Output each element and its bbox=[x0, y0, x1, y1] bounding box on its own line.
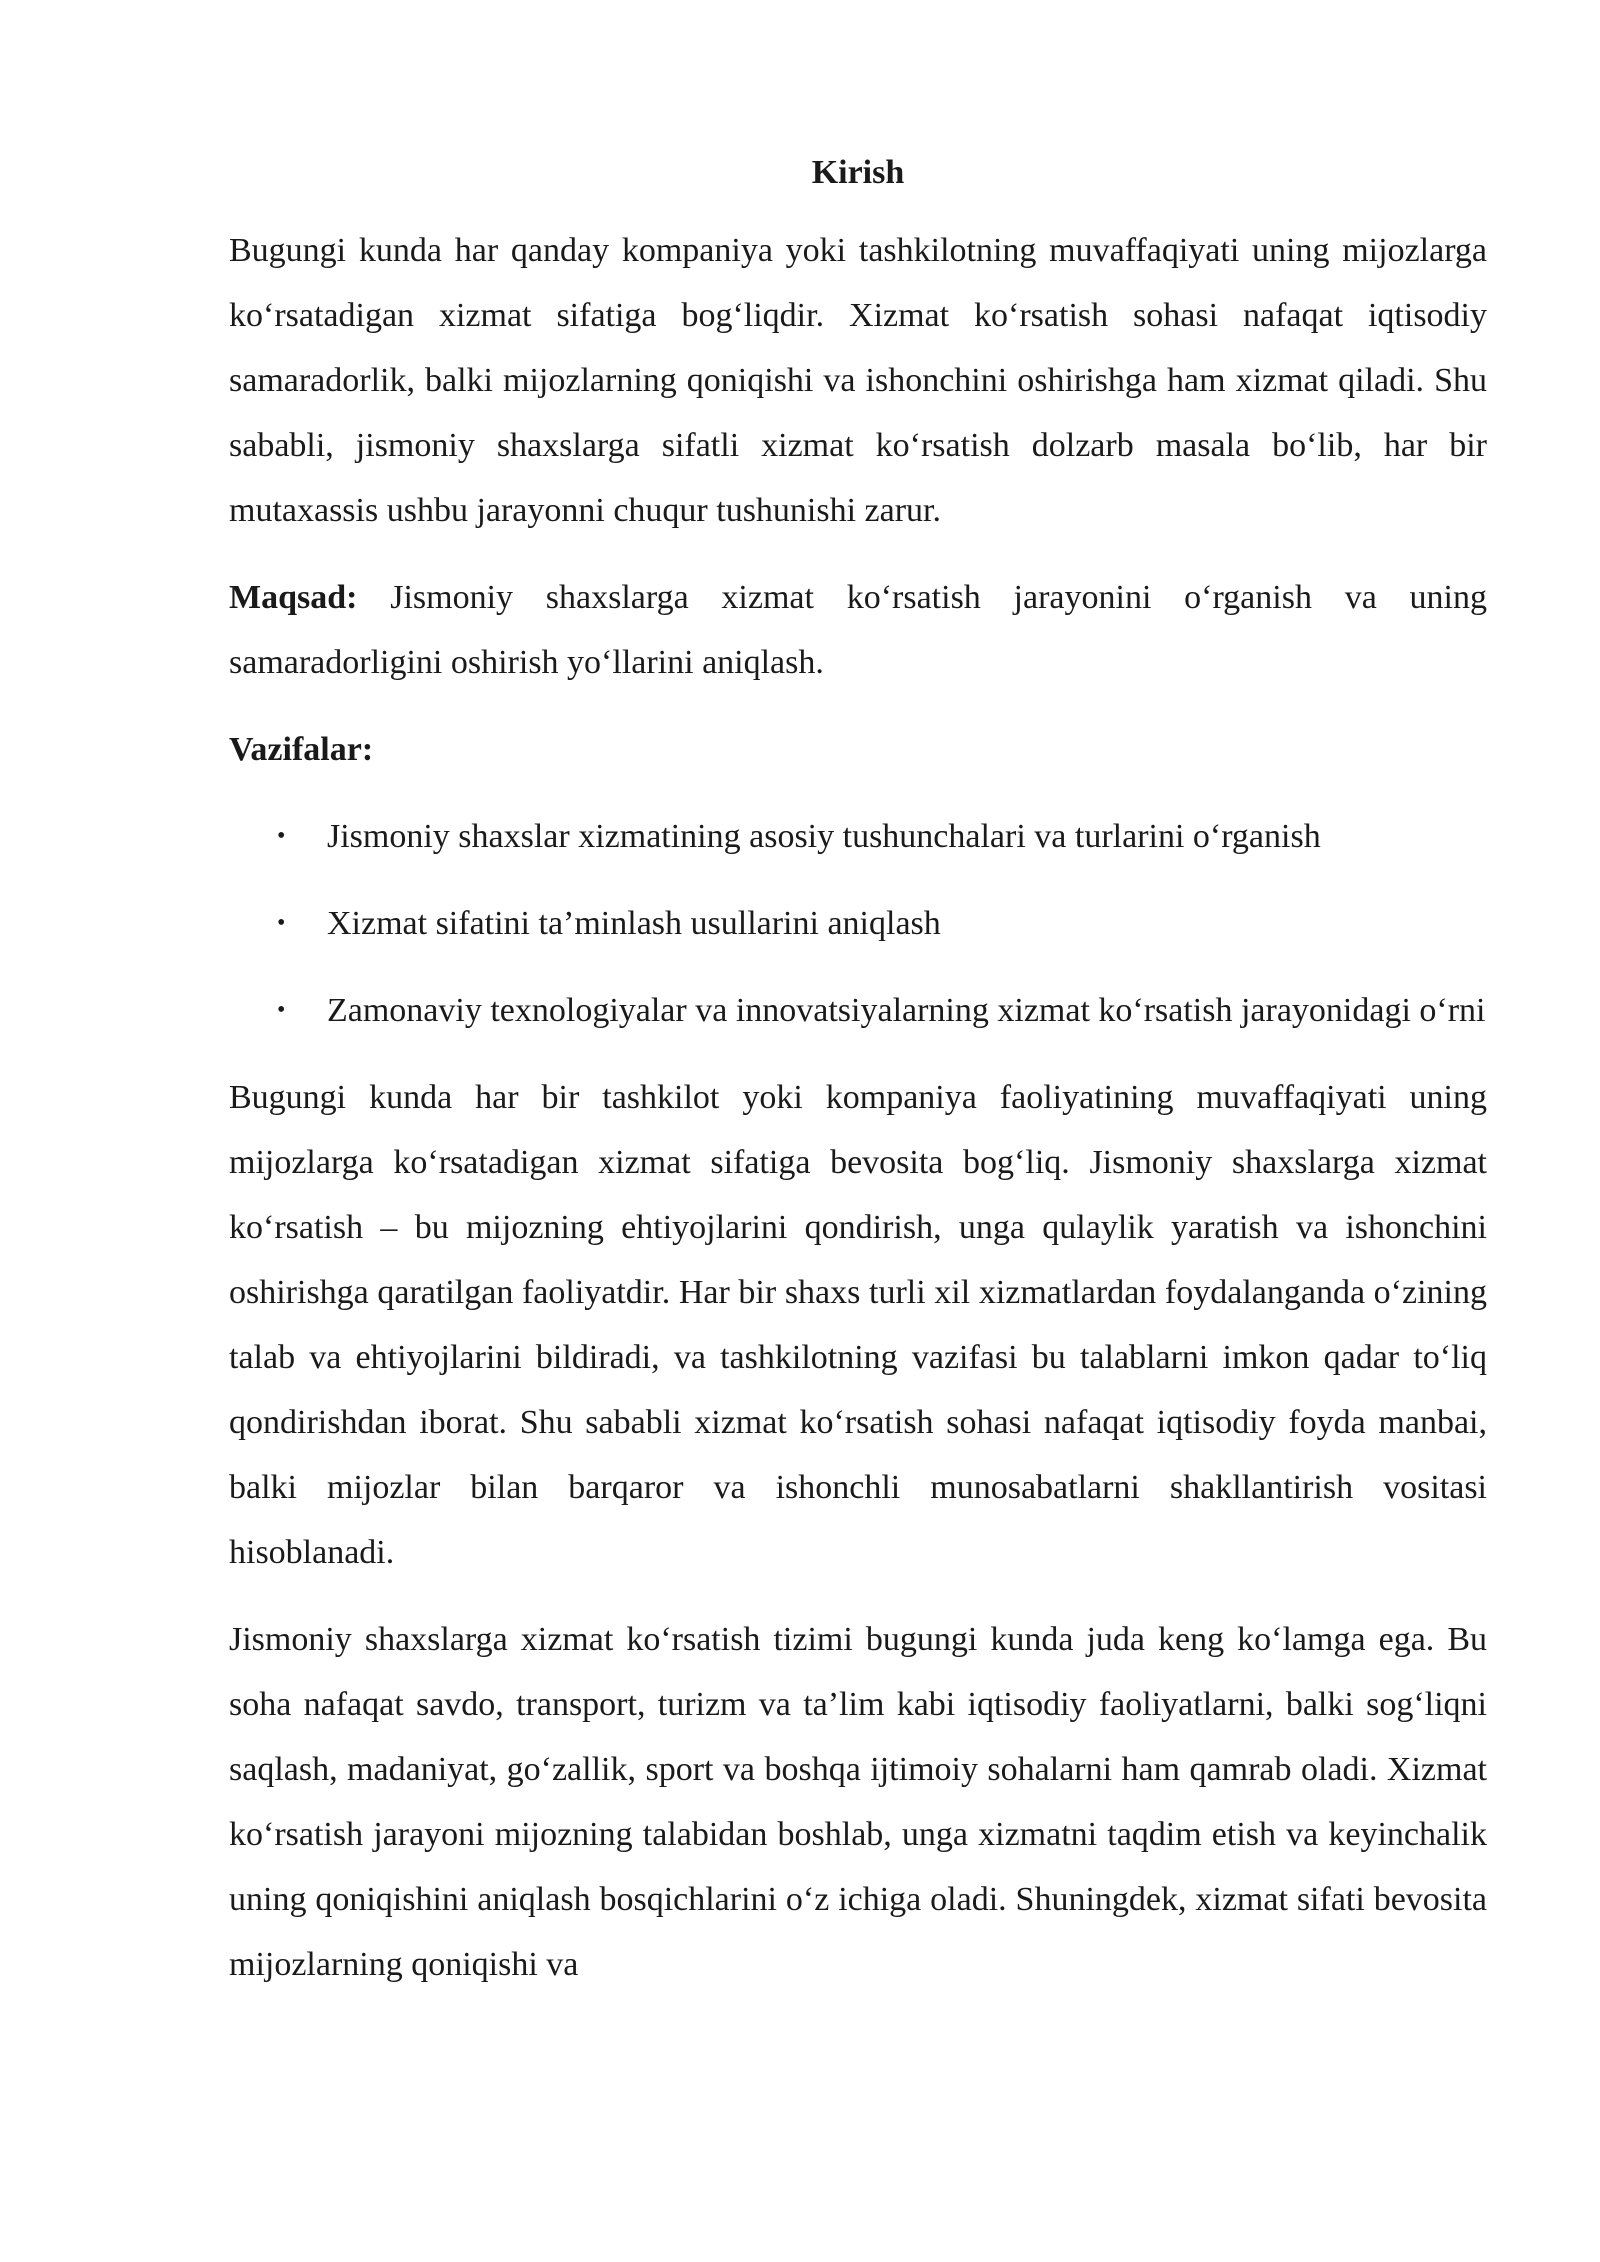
task-text: Xizmat sifatini ta’minlash usullarini aniqlash bbox=[327, 905, 941, 942]
body-paragraph-2: Bugungi kunda har bir tashkilot yoki kompaniya faoliyatining muvaffaqiyati uning mijozlarga ko‘rsatadigan xizmat sifatiga bevosita bog‘liq. Jismoniy shaxslarga xizmat ko‘rsatish – bu mijozning ehtiyojlarini qondirish, unga qulaylik yaratish va ishonchini oshirishga qaratilgan faoliyatdir. Har bir shaxs turli xil xizmatlardan foydalanganda o‘zining talab va ehtiyojlarini bildiradi, va tashkilotning vazifasi bu talablarni imkon qadar to‘liq qondirishdan iborat. Shu sababli xizmat ko‘rsatish sohasi nafaqat iqtisodiy foyda manbai, balki mijozlar bilan barqaror va ishonchli munosabatlarni shakllantirish vositasi hisoblanadi. bbox=[229, 1079, 1487, 1571]
goal-paragraph bbox=[229, 565, 1487, 695]
document-page bbox=[229, 148, 1487, 2019]
task-text: Jismoniy shaxslar xizmatining asosiy tushunchalari va turlarini o‘rganish bbox=[327, 818, 1321, 855]
tasks-list bbox=[229, 804, 1487, 1043]
intro-paragraph: Bugungi kunda har qanday kompaniya yoki tashkilotning muvaffaqiyati uning mijozlarga ko‘rsatadigan xizmat sifatiga bog‘liqdir. Xizmat ko‘rsatish sohasi nafaqat iqtisodiy samaradorlik, balki mijozlarning qoniqishi va ishonchini oshirishga ham xizmat qiladi. Shu sababli, jismoniy shaxslarga sifatli xizmat ko‘rsatish dolzarb masala bo‘lib, har bir mutaxassis ushbu jarayonni chuqur tushunishi zarur. bbox=[229, 232, 1487, 529]
list-item bbox=[229, 891, 1487, 956]
tasks-heading: Vazifalar: bbox=[229, 731, 374, 768]
body-paragraph-3: Jismoniy shaxslarga xizmat ko‘rsatish tizimi bugungi kunda juda keng ko‘lamga ega. Bu soha nafaqat savdo, transport, turizm va ta’lim kabi iqtisodiy faoliyatlarni, balki sog‘liqni saqlash, madaniyat, go‘zallik, sport va boshqa ijtimoiy sohalarni ham qamrab oladi. Xizmat ko‘rsatish jarayoni mijozning talabidan boshlab, unga xizmatni taqdim etish va keyinchalik uning qoniqishini aniqlash bosqichlarini o‘z ichiga oladi. Shuningdek, xizmat sifati bevosita mijozlarning qoniqishi va bbox=[229, 1621, 1487, 1983]
document-title: Kirish bbox=[811, 154, 905, 191]
task-text: Zamonaviy texnologiyalar va innovatsiyalarning xizmat ko‘rsatish jarayonidagi o‘rni bbox=[327, 992, 1486, 1029]
list-item bbox=[229, 978, 1487, 1043]
goal-label: Maqsad: bbox=[229, 579, 358, 616]
bullet-icon: • bbox=[277, 910, 286, 936]
goal-text: Jismoniy shaxslarga xizmat ko‘rsatish jarayonini o‘rganish va uning samaradorligini oshirish yo‘llarini aniqlash. bbox=[229, 579, 1487, 681]
bullet-icon: • bbox=[277, 997, 286, 1023]
list-item bbox=[229, 804, 1487, 869]
bullet-icon: • bbox=[277, 823, 286, 849]
